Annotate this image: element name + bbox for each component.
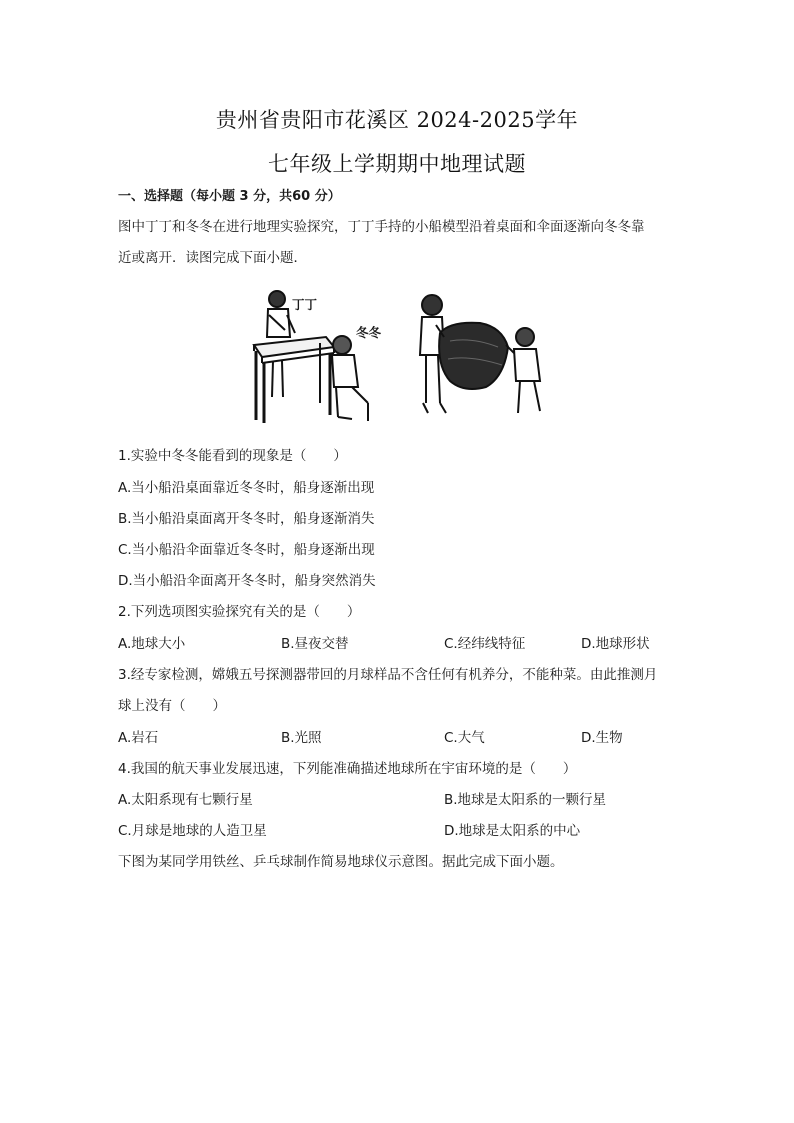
exam-title-line1: 贵州省贵阳市花溪区 2024-2025学年 [215, 108, 579, 132]
label-dongdong: 冬冬 [356, 325, 382, 340]
exam-title-line2: 七年级上学期期中地理试题 [268, 152, 526, 176]
intro2-text: 下图为某同学用铁丝、乒乓球制作简易地球仪示意图。据此完成下面小题。 [118, 854, 564, 870]
label-dingding: 丁丁 [292, 297, 318, 312]
question-1-option-a: A.当小船沿桌面靠近冬冬时，船身逐渐出现 [118, 480, 375, 496]
question-4-option-c: C.月球是地球的人造卫星 [118, 823, 267, 839]
experiment-illustration [240, 285, 560, 430]
umbrella-scene [420, 295, 540, 413]
question-4-option-a: A.太阳系现有七颗行星 [118, 792, 253, 808]
question-1-stem: 1.实验中冬冬能看到的现象是（ ） [118, 448, 347, 464]
question-4-option-d: D.地球是太阳系的中心 [444, 823, 581, 839]
question-3-option-d: D.生物 [581, 730, 623, 746]
question-2-option-a: A.地球大小 [118, 636, 186, 652]
question-3-option-c: C.大气 [444, 730, 485, 746]
question-4-stem: 4.我国的航天事业发展迅速，下列能准确描述地球所在宇宙环境的是（ ） [118, 761, 577, 777]
question-1-option-b: B.当小船沿桌面离开冬冬时，船身逐渐消失 [118, 511, 375, 527]
question-3-option-b: B.光照 [281, 730, 322, 746]
question-3-option-a: A.岩石 [118, 730, 159, 746]
intro-text-line1: 图中丁丁和冬冬在进行地理实验探究，丁丁手持的小船模型沿着桌面和伞面逐渐向冬冬靠 [118, 219, 645, 235]
question-4-option-b: B.地球是太阳系的一颗行星 [444, 792, 607, 808]
question-2-option-c: C.经纬线特征 [444, 636, 526, 652]
question-1-option-d: D.当小船沿伞面离开冬冬时，船身突然消失 [118, 573, 376, 589]
intro-text-line2: 近或离开．读图完成下面小题． [118, 250, 307, 266]
question-2-option-b: B.昼夜交替 [281, 636, 349, 652]
question-3-stem-line2: 球上没有（ ） [118, 698, 226, 714]
question-2-stem: 2.下列选项图实验探究有关的是（ ） [118, 604, 361, 620]
question-2-option-d: D.地球形状 [581, 636, 650, 652]
question-3-stem-line1: 3.经专家检测，嫦娥五号探测器带回的月球样品不含任何有机养分，不能种菜。由此推测月 [118, 667, 658, 683]
section-heading: 一、选择题（每小题 3 分，共60 分） [118, 189, 341, 204]
experiment-drawing [240, 285, 560, 430]
question-1-option-c: C.当小船沿伞面靠近冬冬时，船身逐渐出现 [118, 542, 375, 558]
